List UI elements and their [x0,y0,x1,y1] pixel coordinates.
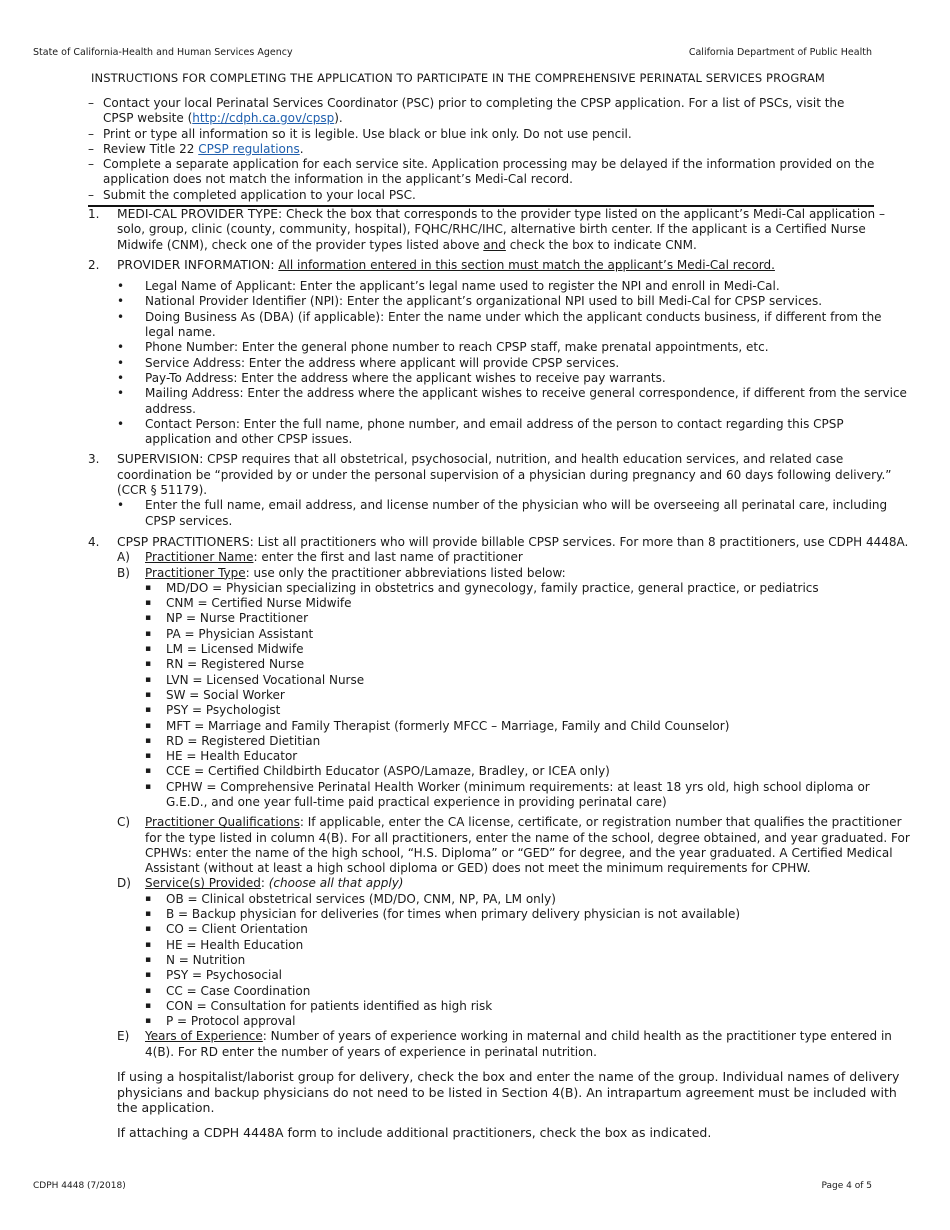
list-item [117,356,910,371]
subsection-letter: A) [117,550,130,565]
list-item [145,627,910,642]
section-text: List all practitioners who will provide billable CPSP services. For more than 8 practitioners, use CDPH 4448A. [253,534,909,549]
list-item-text: PSY = Psychologist [166,703,281,718]
subsection-text: : use only the practitioner abbreviations listed below: [245,565,566,580]
intro-list [88,96,878,203]
list-item-text: Phone Number: Enter the general phone number to reach CPSP staff, make prenatal appointments, etc. [145,340,769,355]
square-bullet: ▪ [145,954,152,965]
square-bullet: ▪ [145,689,152,700]
dash-marker: – [88,126,94,141]
list-item [117,371,910,386]
list-item-text: P = Protocol approval [166,1014,296,1029]
list-item [145,734,910,749]
subsection-d [117,876,910,891]
list-item [145,596,910,611]
form-number: CDPH 4448 (7/2018) [33,1181,126,1191]
dash-marker: – [88,96,94,110]
list-item-text: Pay-To Address: Enter the address where the applicant wishes to receive pay warrants. [145,370,666,385]
list-item-text: Legal Name of Applicant: Enter the applicant’s legal name used to register the NPI and enroll in Medi-Cal. [145,279,780,294]
dash-marker: – [88,157,94,172]
section-3 [88,452,910,498]
attachment-note: If attaching a CDPH 4448A form to include additional practitioners, check the box as indicated. [117,1124,712,1140]
list-item [145,642,910,657]
list-item [117,310,910,341]
provider-info-list [88,279,910,447]
list-item [145,611,910,626]
section-text: Check the box that corresponds to the provider type listed on the applicant’s Medi-Cal application – solo, group, clinic (county, community, hospital), FQHC/RHC/IHC, alternative birth center. If the applicant is a Certified Nurse Midwife (CNM), check one of the provider types listed above [117,207,885,252]
square-bullet: ▪ [145,970,152,981]
bullet-marker: • [117,340,125,355]
square-bullet: ▪ [145,939,152,950]
section-caption: MEDI-CAL PROVIDER TYPE: [117,207,283,221]
list-item-text: Contact Person: Enter the full name, phone number, and email address of the person to contact regarding this CPSP application and other CPSP issues. [145,416,844,447]
list-item [145,764,910,779]
practitioner-type-list [88,581,910,810]
square-bullet: ▪ [145,628,152,639]
intro-text: . [299,141,304,156]
section-number: 1. [88,207,100,221]
list-item-text: Doing Business As (DBA) (if applicable): Enter the name under which the applicant conducts business, if different from the legal name. [145,309,882,340]
dash-marker: – [88,187,94,202]
square-bullet: ▪ [145,582,152,593]
hospitalist-note: If using a hospitalist/laborist group for delivery, check the box and enter the name of the group. Individual names of delivery physicians and backup physicians do not need to be listed in Section 4(B). An intrapartum agreement must be included with the application. [117,1069,900,1116]
square-bullet: ▪ [145,909,152,920]
subsection-letter: B) [117,565,130,580]
subsection-text: : If applicable, enter the CA license, certificate, or registration number that qualifies the practitioner for the type listed in column 4(B). For all practitioners, enter the name of the school, degree obtained, and year graduated. For CPHWs: enter the name of the high school, “H.S. Diploma” or “GED” for degree, and the year graduated. A Certified Medical Assistant (without at least a high school diploma or GED) does not meet the minimum requirements for CPHW. [145,815,910,876]
bullet-marker: • [117,386,125,401]
intro-item [88,96,878,127]
square-bullet: ▪ [145,674,152,685]
subsection-label: Practitioner Type [145,565,246,580]
section-caption: PROVIDER INFORMATION: [117,257,275,272]
subsection-c [117,815,910,876]
intro-item [88,127,878,142]
list-item-text: B = Backup physician for deliveries (for times when primary delivery physician is not available) [166,907,741,922]
subsection-a [117,550,910,565]
list-item-text: Enter the full name, email address, and license number of the physician who will be overseeing all perinatal care, including CPSP services. [145,498,888,528]
list-item [117,279,910,294]
square-bullet: ▪ [145,751,152,762]
section-number: 3. [88,452,100,467]
bullet-marker: • [117,294,125,309]
list-item-text: HE = Health Educator [166,749,298,764]
list-item-text: CON = Consultation for patients identified as high risk [166,998,493,1013]
square-bullet: ▪ [145,720,152,731]
square-bullet: ▪ [145,924,152,935]
section-note: All information entered in this section must match the applicant’s Medi-Cal record. [278,257,775,272]
section-number: 2. [88,257,100,272]
list-item-text: NP = Nurse Practitioner [166,611,309,626]
subsection-label: Years of Experience [145,1029,263,1044]
bullet-marker: • [117,279,125,294]
list-item-text: CPHW = Comprehensive Perinatal Health Worker (minimum requirements: at least 18 yrs old, high school diploma or G.E.D., and one year full-time paid practical experience in providing perinatal care) [166,779,870,809]
list-item [117,294,910,309]
bullet-marker: • [117,498,125,513]
intro-text: Contact your local Perinatal Services Coordinator (PSC) prior to completing the CPSP application. For a list of PSCs, visit the CPSP website ( [103,96,845,126]
cpsp-website-link[interactable]: http://cdph.ca.gov/cpsp [192,111,335,126]
agency-header: State of California-Health and Human Services Agency [33,47,293,58]
section-1 [88,207,910,253]
section-caption: SUPERVISION: [117,452,204,467]
list-item-text: RN = Registered Nurse [166,657,305,672]
list-item-text: CC = Case Coordination [166,983,311,998]
list-item [145,922,910,937]
section-2 [88,258,910,273]
subsection-label: Practitioner Qualifications [145,815,300,830]
subsection-b [117,566,910,581]
list-item-text: PA = Physician Assistant [166,626,314,641]
section-text: check the box to indicate CNM. [505,237,697,252]
section-caption: CPSP PRACTITIONERS: [117,534,254,549]
cpsp-regulations-link[interactable]: CPSP regulations [198,141,300,156]
section-4 [88,535,910,550]
services-list [88,892,910,1030]
list-item-text: OB = Clinical obstetrical services (MD/DO, CNM, NP, PA, LM only) [166,891,556,906]
subsection-label: Service(s) Provided [145,876,261,891]
list-item [145,673,910,688]
list-item [145,953,910,968]
square-bullet: ▪ [145,705,152,716]
department-header: California Department of Public Health [688,47,872,58]
list-item [145,749,910,764]
bullet-marker: • [117,355,125,370]
intro-text: ). [334,111,343,126]
square-bullet: ▪ [145,613,152,624]
list-item [145,984,910,999]
instructions-body [88,207,910,1140]
square-bullet: ▪ [145,598,152,609]
list-item-text: LM = Licensed Midwife [166,642,304,657]
list-item [145,780,910,811]
page-number: Page 4 of 5 [821,1181,872,1191]
list-item-text: MFT = Marriage and Family Therapist (formerly MFCC – Marriage, Family and Child Counselor) [166,718,730,733]
page-title: INSTRUCTIONS FOR COMPLETING THE APPLICATION TO PARTICIPATE IN THE COMPREHENSIVE PERINATAL SERVICES PROGRAM [91,71,825,85]
list-item-text: RD = Registered Dietitian [166,733,321,748]
list-item [145,968,910,983]
dash-marker: – [88,141,94,156]
square-bullet: ▪ [145,766,152,777]
list-item [145,688,910,703]
intro-item [88,157,878,188]
list-item-text: Service Address: Enter the address where applicant will provide CPSP services. [145,355,620,370]
list-item-text: LVN = Licensed Vocational Nurse [166,672,365,687]
bullet-marker: • [117,416,125,431]
emphasis-and: and [483,237,506,252]
list-item [117,417,910,448]
subsection-text: : enter the first and last name of practitioner [253,550,523,565]
list-item [145,907,910,922]
square-bullet: ▪ [145,735,152,746]
subsection-hint: (choose all that apply) [268,876,404,891]
square-bullet: ▪ [145,893,152,904]
intro-text: Review Title 22 [103,141,199,156]
list-item-text: SW = Social Worker [166,687,285,702]
square-bullet: ▪ [145,659,152,670]
subsection-text: : [260,876,269,891]
list-item [145,999,910,1014]
list-item [145,581,910,596]
intro-text: Complete a separate application for each service site. Application processing may be delayed if the information provided on the application does not match the information in the applicant’s Medi-Cal record. [103,157,875,187]
list-item [145,657,910,672]
list-item-text: CNM = Certified Nurse Midwife [166,596,352,611]
section-text: CPSP requires that all obstetrical, psychosocial, nutrition, and health education services, and related case coordination be “provided by or under the personal supervision of a physician during pregnancy and 60 days following delivery.” (CCR § 51179). [117,452,892,498]
square-bullet: ▪ [145,644,152,655]
list-item [145,1014,910,1029]
list-item [117,340,910,355]
subsection-text: : Number of years of experience working in maternal and child health as the practitioner type entered in 4(B). For RD enter the number of years of experience in perinatal nutrition. [145,1029,892,1059]
subsection-label: Practitioner Name [145,550,254,565]
list-item-text: CCE = Certified Childbirth Educator (ASPO/Lamaze, Bradley, or ICEA only) [166,764,610,779]
bullet-marker: • [117,370,125,385]
square-bullet: ▪ [145,1016,152,1027]
list-item [145,938,910,953]
list-item-text: PSY = Psychosocial [166,968,283,983]
square-bullet: ▪ [145,1000,152,1011]
bullet-marker: • [117,309,125,324]
intro-item [88,142,878,157]
square-bullet: ▪ [145,985,152,996]
list-item [145,892,910,907]
subsection-letter: E) [117,1029,130,1044]
intro-text: Print or type all information so it is legible. Use black or blue ink only. Do not use pencil. [103,126,632,141]
subsection-letter: D) [117,876,131,891]
list-item-text: National Provider Identifier (NPI): Enter the applicant’s organizational NPI used to bill Medi-Cal for CPSP services. [145,294,823,309]
intro-text: Submit the completed application to your local PSC. [103,187,416,202]
list-item [145,719,910,734]
section-number: 4. [88,534,100,549]
list-item-text: CO = Client Orientation [166,922,308,937]
subsection-e [117,1029,910,1060]
list-item-text: N = Nutrition [166,952,246,967]
square-bullet: ▪ [145,781,152,792]
intro-item [88,188,878,203]
list-item [145,703,910,718]
list-item-text: Mailing Address: Enter the address where the applicant wishes to receive general correspondence, if different from the service address. [145,386,907,416]
list-item [117,498,910,529]
list-item-text: MD/DO = Physician specializing in obstetrics and gynecology, family practice, general practice, or pediatrics [166,580,819,595]
list-item-text: HE = Health Education [166,937,304,952]
subsection-letter: C) [117,815,131,830]
list-item [117,386,910,417]
